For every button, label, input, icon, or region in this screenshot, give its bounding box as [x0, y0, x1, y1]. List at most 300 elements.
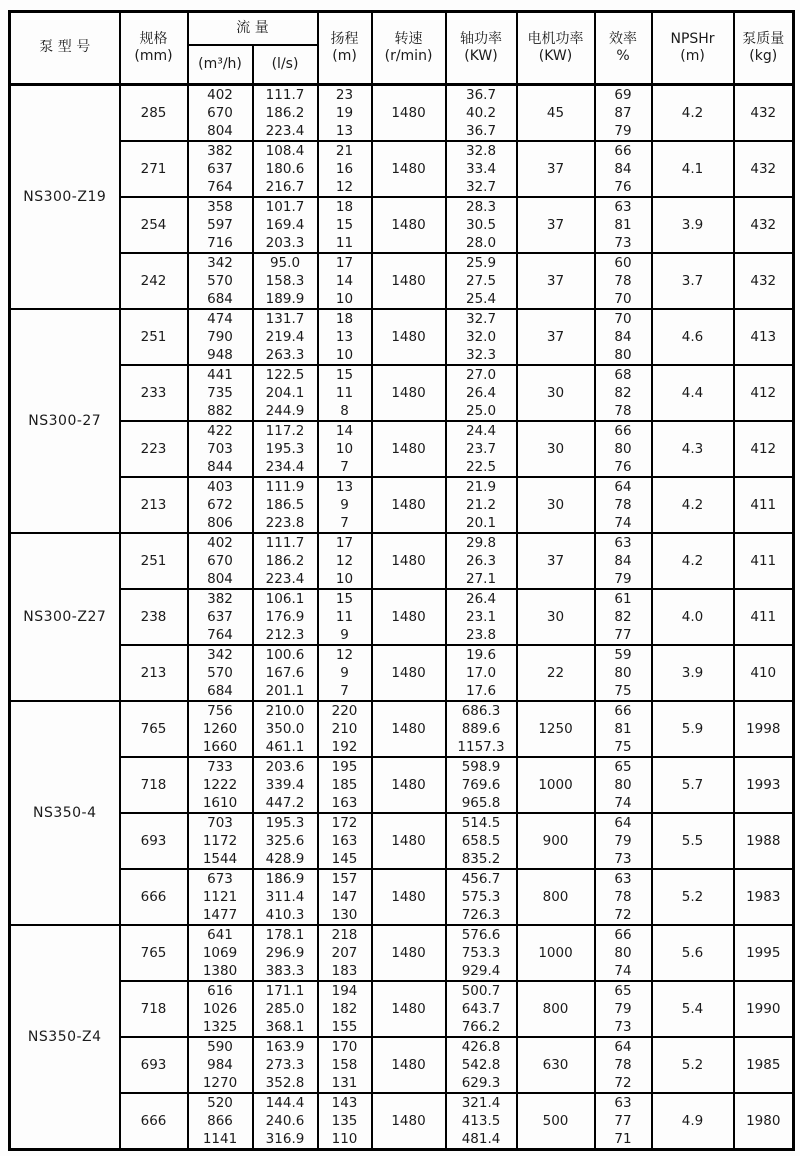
mass-cell: 411	[734, 533, 794, 589]
efficiency-cell: 66	[595, 925, 652, 944]
efficiency-cell: 81	[595, 216, 652, 234]
head-cell: 157	[318, 869, 372, 888]
head-cell: 23	[318, 85, 372, 105]
spec-cell: 693	[120, 1037, 188, 1093]
efficiency-cell: 79	[595, 122, 652, 141]
head-cell: 17	[318, 253, 372, 272]
speed-cell: 1480	[372, 869, 446, 925]
table-row	[10, 1037, 794, 1056]
mass-cell: 432	[734, 253, 794, 309]
head-cell: 13	[318, 328, 372, 346]
table-row	[10, 869, 794, 888]
head-cell: 9	[318, 496, 372, 514]
head-cell: 163	[318, 832, 372, 850]
efficiency-cell: 74	[595, 962, 652, 981]
shaft-power-cell: 29.8	[446, 533, 517, 552]
efficiency-cell: 71	[595, 1130, 652, 1150]
efficiency-cell: 78	[595, 1056, 652, 1074]
spec-cell: 718	[120, 981, 188, 1037]
speed-cell: 1480	[372, 757, 446, 813]
model-cell: NS350-Z4	[10, 925, 120, 1150]
shaft-power-cell: 27.0	[446, 365, 517, 384]
spec-cell: 251	[120, 309, 188, 365]
motor-power-cell: 37	[517, 253, 595, 309]
shaft-power-cell: 17.6	[446, 682, 517, 701]
header-shaft-power: 轴功率 (KW)	[446, 12, 517, 85]
efficiency-cell: 78	[595, 272, 652, 290]
table-row	[10, 477, 794, 496]
flow-ls-cell: 273.3	[253, 1056, 318, 1074]
speed-cell: 1480	[372, 533, 446, 589]
mass-cell: 1985	[734, 1037, 794, 1093]
shaft-power-cell: 21.2	[446, 496, 517, 514]
mass-cell: 1998	[734, 701, 794, 757]
shaft-power-cell: 27.5	[446, 272, 517, 290]
flow-ls-cell: 223.8	[253, 514, 318, 533]
efficiency-cell: 82	[595, 384, 652, 402]
spec-cell: 718	[120, 757, 188, 813]
flow-m3h-cell: 1380	[188, 962, 253, 981]
efficiency-cell: 69	[595, 85, 652, 105]
spec-cell: 765	[120, 701, 188, 757]
flow-m3h-cell: 422	[188, 421, 253, 440]
npshr-cell: 4.2	[652, 85, 734, 142]
flow-ls-cell: 171.1	[253, 981, 318, 1000]
speed-cell: 1480	[372, 981, 446, 1037]
table-row	[10, 365, 794, 384]
flow-m3h-cell: 804	[188, 122, 253, 141]
shaft-power-cell: 753.3	[446, 944, 517, 962]
flow-m3h-cell: 684	[188, 682, 253, 701]
flow-m3h-cell: 597	[188, 216, 253, 234]
head-cell: 12	[318, 178, 372, 197]
head-cell: 10	[318, 440, 372, 458]
shaft-power-cell: 25.4	[446, 290, 517, 309]
head-cell: 207	[318, 944, 372, 962]
flow-m3h-cell: 1544	[188, 850, 253, 869]
shaft-power-cell: 629.3	[446, 1074, 517, 1093]
shaft-power-cell: 32.0	[446, 328, 517, 346]
shaft-power-cell: 25.0	[446, 402, 517, 421]
speed-cell: 1480	[372, 421, 446, 477]
npshr-cell: 3.9	[652, 645, 734, 701]
spec-cell: 666	[120, 1093, 188, 1150]
shaft-power-cell: 726.3	[446, 906, 517, 925]
speed-cell: 1480	[372, 141, 446, 197]
flow-m3h-cell: 735	[188, 384, 253, 402]
flow-m3h-cell: 733	[188, 757, 253, 776]
table-row	[10, 197, 794, 216]
speed-cell: 1480	[372, 85, 446, 142]
efficiency-cell: 63	[595, 197, 652, 216]
flow-m3h-cell: 1477	[188, 906, 253, 925]
flow-ls-cell: 158.3	[253, 272, 318, 290]
motor-power-cell: 630	[517, 1037, 595, 1093]
shaft-power-cell: 456.7	[446, 869, 517, 888]
shaft-power-cell: 575.3	[446, 888, 517, 906]
head-cell: 10	[318, 346, 372, 365]
flow-m3h-cell: 806	[188, 514, 253, 533]
flow-m3h-cell: 984	[188, 1056, 253, 1074]
flow-ls-cell: 167.6	[253, 664, 318, 682]
motor-power-cell: 37	[517, 197, 595, 253]
head-cell: 8	[318, 402, 372, 421]
shaft-power-cell: 576.6	[446, 925, 517, 944]
flow-m3h-cell: 441	[188, 365, 253, 384]
flow-ls-cell: 234.4	[253, 458, 318, 477]
flow-ls-cell: 111.7	[253, 533, 318, 552]
head-cell: 210	[318, 720, 372, 738]
shaft-power-cell: 643.7	[446, 1000, 517, 1018]
flow-ls-cell: 176.9	[253, 608, 318, 626]
spec-cell: 238	[120, 589, 188, 645]
mass-cell: 410	[734, 645, 794, 701]
motor-power-cell: 800	[517, 981, 595, 1037]
npshr-cell: 4.3	[652, 421, 734, 477]
head-cell: 130	[318, 906, 372, 925]
model-cell: NS300-27	[10, 309, 120, 533]
speed-cell: 1480	[372, 701, 446, 757]
flow-m3h-cell: 342	[188, 253, 253, 272]
head-cell: 182	[318, 1000, 372, 1018]
head-cell: 12	[318, 552, 372, 570]
flow-m3h-cell: 716	[188, 234, 253, 253]
head-cell: 131	[318, 1074, 372, 1093]
flow-ls-cell: 316.9	[253, 1130, 318, 1150]
header-model: 泵 型 号	[10, 12, 120, 85]
head-cell: 15	[318, 216, 372, 234]
flow-ls-cell: 383.3	[253, 962, 318, 981]
flow-m3h-cell: 673	[188, 869, 253, 888]
flow-m3h-cell: 641	[188, 925, 253, 944]
table-row	[10, 981, 794, 1000]
npshr-cell: 5.4	[652, 981, 734, 1037]
npshr-cell: 5.7	[652, 757, 734, 813]
flow-m3h-cell: 684	[188, 290, 253, 309]
table-row	[10, 141, 794, 160]
flow-m3h-cell: 474	[188, 309, 253, 328]
flow-ls-cell: 204.1	[253, 384, 318, 402]
head-cell: 220	[318, 701, 372, 720]
shaft-power-cell: 658.5	[446, 832, 517, 850]
efficiency-cell: 66	[595, 141, 652, 160]
header-flow-m3h: (m³/h)	[188, 45, 253, 85]
motor-power-cell: 1000	[517, 757, 595, 813]
shaft-power-cell: 426.8	[446, 1037, 517, 1056]
flow-m3h-cell: 670	[188, 552, 253, 570]
shaft-power-cell: 542.8	[446, 1056, 517, 1074]
flow-ls-cell: 244.9	[253, 402, 318, 421]
efficiency-cell: 79	[595, 832, 652, 850]
flow-ls-cell: 163.9	[253, 1037, 318, 1056]
head-cell: 11	[318, 384, 372, 402]
head-cell: 14	[318, 421, 372, 440]
motor-power-cell: 800	[517, 869, 595, 925]
spec-cell: 666	[120, 869, 188, 925]
speed-cell: 1480	[372, 925, 446, 981]
motor-power-cell: 1250	[517, 701, 595, 757]
head-cell: 14	[318, 272, 372, 290]
header-flow-ls: (l/s)	[253, 45, 318, 85]
flow-ls-cell: 223.4	[253, 122, 318, 141]
efficiency-cell: 70	[595, 309, 652, 328]
flow-m3h-cell: 670	[188, 104, 253, 122]
npshr-cell: 5.5	[652, 813, 734, 869]
spec-cell: 251	[120, 533, 188, 589]
header-head: 扬程 (m)	[318, 12, 372, 85]
head-cell: 170	[318, 1037, 372, 1056]
head-cell: 12	[318, 645, 372, 664]
efficiency-cell: 84	[595, 160, 652, 178]
table-row	[10, 253, 794, 272]
shaft-power-cell: 32.3	[446, 346, 517, 365]
flow-m3h-cell: 520	[188, 1093, 253, 1112]
flow-m3h-cell: 358	[188, 197, 253, 216]
efficiency-cell: 64	[595, 477, 652, 496]
mass-cell: 1995	[734, 925, 794, 981]
head-cell: 18	[318, 197, 372, 216]
shaft-power-cell: 769.6	[446, 776, 517, 794]
head-cell: 10	[318, 290, 372, 309]
motor-power-cell: 37	[517, 533, 595, 589]
flow-ls-cell: 210.0	[253, 701, 318, 720]
flow-m3h-cell: 703	[188, 440, 253, 458]
table-row	[10, 533, 794, 552]
flow-m3h-cell: 637	[188, 160, 253, 178]
efficiency-cell: 60	[595, 253, 652, 272]
head-cell: 183	[318, 962, 372, 981]
efficiency-cell: 59	[595, 645, 652, 664]
flow-m3h-cell: 1121	[188, 888, 253, 906]
flow-ls-cell: 186.2	[253, 552, 318, 570]
efficiency-cell: 65	[595, 757, 652, 776]
efficiency-cell: 80	[595, 776, 652, 794]
flow-ls-cell: 352.8	[253, 1074, 318, 1093]
efficiency-cell: 80	[595, 346, 652, 365]
head-cell: 17	[318, 533, 372, 552]
shaft-power-cell: 19.6	[446, 645, 517, 664]
motor-power-cell: 45	[517, 85, 595, 142]
pump-spec-table	[8, 10, 795, 1151]
spec-cell: 213	[120, 477, 188, 533]
flow-m3h-cell: 756	[188, 701, 253, 720]
shaft-power-cell: 500.7	[446, 981, 517, 1000]
mass-cell: 1983	[734, 869, 794, 925]
shaft-power-cell: 30.5	[446, 216, 517, 234]
shaft-power-cell: 23.7	[446, 440, 517, 458]
shaft-power-cell: 17.0	[446, 664, 517, 682]
shaft-power-cell: 686.3	[446, 701, 517, 720]
head-cell: 18	[318, 309, 372, 328]
mass-cell: 411	[734, 589, 794, 645]
table-row	[10, 589, 794, 608]
model-cell: NS300-Z19	[10, 85, 120, 310]
speed-cell: 1480	[372, 253, 446, 309]
mass-cell: 432	[734, 85, 794, 142]
head-cell: 185	[318, 776, 372, 794]
flow-ls-cell: 263.3	[253, 346, 318, 365]
flow-m3h-cell: 1222	[188, 776, 253, 794]
flow-m3h-cell: 590	[188, 1037, 253, 1056]
header-spec: 规格 (mm)	[120, 12, 188, 85]
motor-power-cell: 37	[517, 141, 595, 197]
spec-cell: 285	[120, 85, 188, 142]
efficiency-cell: 80	[595, 944, 652, 962]
head-cell: 15	[318, 589, 372, 608]
mass-cell: 412	[734, 365, 794, 421]
speed-cell: 1480	[372, 477, 446, 533]
efficiency-cell: 64	[595, 1037, 652, 1056]
efficiency-cell: 68	[595, 365, 652, 384]
shaft-power-cell: 514.5	[446, 813, 517, 832]
efficiency-cell: 79	[595, 1000, 652, 1018]
efficiency-cell: 80	[595, 664, 652, 682]
flow-ls-cell: 296.9	[253, 944, 318, 962]
speed-cell: 1480	[372, 589, 446, 645]
flow-ls-cell: 447.2	[253, 794, 318, 813]
shaft-power-cell: 481.4	[446, 1130, 517, 1150]
efficiency-cell: 78	[595, 402, 652, 421]
flow-m3h-cell: 570	[188, 272, 253, 290]
efficiency-cell: 63	[595, 869, 652, 888]
head-cell: 135	[318, 1112, 372, 1130]
spec-cell: 213	[120, 645, 188, 701]
npshr-cell: 5.6	[652, 925, 734, 981]
flow-m3h-cell: 882	[188, 402, 253, 421]
flow-m3h-cell: 402	[188, 85, 253, 105]
table-row	[10, 645, 794, 664]
head-cell: 16	[318, 160, 372, 178]
flow-m3h-cell: 382	[188, 141, 253, 160]
table-row	[10, 309, 794, 328]
flow-ls-cell: 203.3	[253, 234, 318, 253]
model-cell: NS350-4	[10, 701, 120, 925]
head-cell: 9	[318, 626, 372, 645]
efficiency-cell: 75	[595, 682, 652, 701]
header-mass: 泵质量 (kg)	[734, 12, 794, 85]
motor-power-cell: 30	[517, 477, 595, 533]
shaft-power-cell: 929.4	[446, 962, 517, 981]
flow-ls-cell: 186.5	[253, 496, 318, 514]
efficiency-cell: 63	[595, 1093, 652, 1112]
flow-m3h-cell: 703	[188, 813, 253, 832]
flow-ls-cell: 111.9	[253, 477, 318, 496]
speed-cell: 1480	[372, 309, 446, 365]
head-cell: 147	[318, 888, 372, 906]
table-row	[10, 1093, 794, 1112]
flow-m3h-cell: 948	[188, 346, 253, 365]
efficiency-cell: 84	[595, 328, 652, 346]
flow-ls-cell: 223.4	[253, 570, 318, 589]
flow-ls-cell: 410.3	[253, 906, 318, 925]
flow-ls-cell: 428.9	[253, 850, 318, 869]
shaft-power-cell: 28.3	[446, 197, 517, 216]
efficiency-cell: 72	[595, 1074, 652, 1093]
spec-cell: 271	[120, 141, 188, 197]
flow-ls-cell: 144.4	[253, 1093, 318, 1112]
spec-cell: 254	[120, 197, 188, 253]
header-flow: 流 量	[188, 12, 318, 46]
motor-power-cell: 500	[517, 1093, 595, 1150]
efficiency-cell: 61	[595, 589, 652, 608]
header-motor-power: 电机功率 (KW)	[517, 12, 595, 85]
shaft-power-cell: 33.4	[446, 160, 517, 178]
mass-cell: 432	[734, 197, 794, 253]
efficiency-cell: 66	[595, 421, 652, 440]
flow-ls-cell: 101.7	[253, 197, 318, 216]
npshr-cell: 5.2	[652, 869, 734, 925]
efficiency-cell: 64	[595, 813, 652, 832]
flow-ls-cell: 285.0	[253, 1000, 318, 1018]
npshr-cell: 4.2	[652, 477, 734, 533]
spec-cell: 693	[120, 813, 188, 869]
shaft-power-cell: 413.5	[446, 1112, 517, 1130]
head-cell: 218	[318, 925, 372, 944]
flow-ls-cell: 325.6	[253, 832, 318, 850]
speed-cell: 1480	[372, 197, 446, 253]
shaft-power-cell: 36.7	[446, 122, 517, 141]
head-cell: 13	[318, 122, 372, 141]
flow-m3h-cell: 1026	[188, 1000, 253, 1018]
npshr-cell: 4.6	[652, 309, 734, 365]
efficiency-cell: 74	[595, 794, 652, 813]
table-row	[10, 85, 794, 105]
efficiency-cell: 66	[595, 701, 652, 720]
shaft-power-cell: 32.7	[446, 178, 517, 197]
flow-m3h-cell: 804	[188, 570, 253, 589]
head-cell: 158	[318, 1056, 372, 1074]
head-cell: 11	[318, 234, 372, 253]
shaft-power-cell: 25.9	[446, 253, 517, 272]
shaft-power-cell: 36.7	[446, 85, 517, 105]
flow-m3h-cell: 403	[188, 477, 253, 496]
shaft-power-cell: 20.1	[446, 514, 517, 533]
flow-ls-cell: 203.6	[253, 757, 318, 776]
mass-cell: 412	[734, 421, 794, 477]
head-cell: 19	[318, 104, 372, 122]
pump-table-body	[10, 85, 794, 1150]
flow-ls-cell: 195.3	[253, 813, 318, 832]
flow-ls-cell: 169.4	[253, 216, 318, 234]
npshr-cell: 4.1	[652, 141, 734, 197]
npshr-cell: 3.9	[652, 197, 734, 253]
speed-cell: 1480	[372, 813, 446, 869]
head-cell: 194	[318, 981, 372, 1000]
flow-m3h-cell: 570	[188, 664, 253, 682]
npshr-cell: 5.2	[652, 1037, 734, 1093]
mass-cell: 432	[734, 141, 794, 197]
efficiency-cell: 77	[595, 1112, 652, 1130]
shaft-power-cell: 21.9	[446, 477, 517, 496]
flow-ls-cell: 122.5	[253, 365, 318, 384]
shaft-power-cell: 26.3	[446, 552, 517, 570]
head-cell: 10	[318, 570, 372, 589]
flow-ls-cell: 350.0	[253, 720, 318, 738]
efficiency-cell: 80	[595, 440, 652, 458]
flow-m3h-cell: 1069	[188, 944, 253, 962]
flow-m3h-cell: 616	[188, 981, 253, 1000]
motor-power-cell: 30	[517, 421, 595, 477]
flow-ls-cell: 180.6	[253, 160, 318, 178]
flow-m3h-cell: 1172	[188, 832, 253, 850]
table-row	[10, 813, 794, 832]
flow-m3h-cell: 1610	[188, 794, 253, 813]
flow-ls-cell: 111.7	[253, 85, 318, 105]
efficiency-cell: 75	[595, 738, 652, 757]
flow-m3h-cell: 402	[188, 533, 253, 552]
flow-ls-cell: 216.7	[253, 178, 318, 197]
shaft-power-cell: 40.2	[446, 104, 517, 122]
